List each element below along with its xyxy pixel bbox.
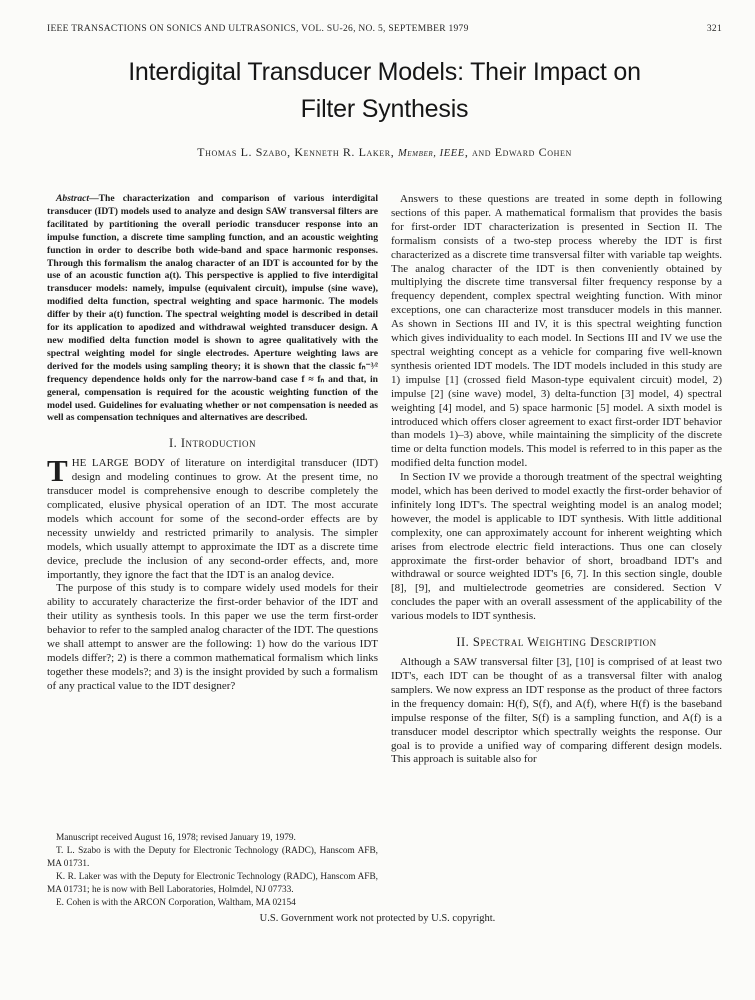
paper-title-line-1: Interdigital Transducer Models: Their Impact on <box>128 58 641 86</box>
intro-paragraph-1 <box>47 453 378 582</box>
two-column-body <box>47 193 722 910</box>
authors-line <box>47 145 722 160</box>
footnote-szabo: T. L. Szabo is with the Deputy for Electronic Technology (RADC), Hanscom AFB, MA 01731. <box>47 846 378 869</box>
running-head <box>47 24 722 34</box>
right-column <box>391 193 722 910</box>
abstract-label: Abstract <box>56 193 90 204</box>
section-heading-introduction: I. Introduction <box>168 436 257 451</box>
footnote-manuscript: Manuscript received August 16, 1978; revised January 19, 1979. <box>56 833 296 843</box>
footnote-cohen: E. Cohen is with the ARCON Corporation, Waltham, MA 02154 <box>56 898 296 908</box>
author-membership: Member, IEEE <box>397 148 465 159</box>
footnote-laker: K. R. Laker was with the Deputy for Electronic Technology (RADC), Hanscom AFB, MA 01731; he is now with Bell Laboratories, Holmdel, NJ 07733. <box>47 872 378 895</box>
abstract-text: The characterization and comparison of various interdigital transducer (IDT) models used to analyze and design SAW transversal filters are facilitated by partitioning the overall periodic transducer response into an impulse function, a discrete time sampling function, and an acoustic weighting function in order to describe both wide-band and space harmonic responses. Through this formalism the analog character of an IDT is accounted for by the use of an acoustic function a(t). This perspective is applied to five interdigital transducer models: namely, impulse (equivalent circuit), impulse (sine wave), modified delta function, spectral weighting and space harmonic. The models differ by their a(t) function. The spectral weighting model is described in detail for its application to apodized and withdrawal weighted transducer design. A new modified delta function model is shown to agree qualitatively with the spectral weighting model for single electrodes. Aperture weighting laws are derived for the models using sampling theory; it is shown that the classic fₙ⁻³⁄² frequency dependence holds only for the narrow-band case f ≈ fₙ and that, in general, compensation is required for the acoustic weighting function of the model used. Guidelines for evaluating whether or not compensation is needed as well as compensation techniques and alternatives are described. <box>47 193 378 424</box>
right-paragraph-2: In Section IV we provide a thorough treatment of the spectral weighting model, which has been derived to model exactly the first-order behavior of infinitely long IDT's. The spectral weighting model is an analog model; however, the model is applicable to IDT synthesis. With little additional complexity, one can approximately account for inherent weighting which arises from electrode electric field interactions. Thus one can closely approximate the first-order behavior of short, broadband IDT's and withdrawal or source weighted IDT's [6, 7]. In this section single, double [8], [9], and multielectrode geometries are considered. Section V concludes the paper with an overall assessment of the applicability of the various models to IDT synthesis. <box>391 471 722 623</box>
paper-title-line-2: Filter Synthesis <box>300 95 469 123</box>
copyright-notice: U.S. Government work not protected by U.S. copyright. <box>259 913 496 924</box>
paper-title <box>47 54 722 128</box>
author-names-after: , and Edward Cohen <box>464 145 572 159</box>
right-paragraph-1: Answers to these questions are treated in some depth in following sections of this paper. A mathematical formalism that provides the basis for first-order IDT characterization is presented in Section II. The formalism consists of a two-step process whereby the IDT is first characterized as a discrete time transversal filter with variable tap weights. The analog character of the IDT is then conveniently obtained by multiplying the discrete time transversal filter frequency response by a frequency dependent, complex spectral weighting function. With minor exceptions, one can characterize most transducer models in this manner. As shown in Sections III and IV, it is this spectral weighting function which gives individuality to each model. In Sections III and IV we use the spectral weighting concept as a vehicle for comparing five well-known synthesis oriented IDT models. The IDT models included in this study are 1) impulse [1] (crossed field Mason-type equivalent circuit) model, 2) impulse [2] (sine wave) model, 3) delta-function [3] model, 4) spectral weighting [4] model, and 5) space harmonic [5] model. A sixth model is introduced which offers closer agreement to exact first-order IDT behavior than models 1)–3) above, while maintaining the simplicity of the discrete time or delta function models. This model is referred to in this paper as the modified delta function model. <box>391 193 722 470</box>
abstract <box>47 193 378 425</box>
journal-header: IEEE TRANSACTIONS ON SONICS AND ULTRASONICS, VOL. SU-26, NO. 5, SEPTEMBER 1979 <box>47 24 469 34</box>
left-column <box>47 193 378 910</box>
right-paragraph-3: Although a SAW transversal filter [3], [10] is comprised of at least two IDT's, each IDT can be thought of as a transversal filter with analog samplers. We now express an IDT response as the product of three factors in the frequency domain: H(f), S(f), and A(f), where H(f) is the baseband impulse response of the filter, S(f) is a sampling function, and A(f) is a transducer model descriptor which spectrally weights the response. Our goal is to provide a unified way of comparing different design models. This approach is suitable also for <box>391 656 722 766</box>
page-number: 321 <box>706 24 722 34</box>
intro-paragraph-1-text: HE LARGE BODY of literature on interdigital transducer (IDT) design and modeling continues to grow. At the present time, no transducer model is comprehensive enough to describe completely the complicated, elusive physical operation of an IDT. The most accurate models which account for some of the second-order effects are by necessity unwieldy and restricted primarily to analysis. The simpler models, which usually attempt to approximate the IDT as a discrete time device, preclude the inclusion of any second-order effects, and, more importantly, they ignore the fact that the IDT is an analog device. <box>47 457 378 581</box>
footnotes <box>47 832 378 910</box>
intro-paragraph-2: The purpose of this study is to compare widely used models for their ability to accurately characterize the first-order behavior of the IDT and their utility as synthesis tools. In this paper we use the term first-order behavior to refer to the sampled analog character of the IDT. The questions we shall attempt to answer are the following: 1) how do the various IDT models differ?; 2) is there a common mathematical formalism which links together these models?; and 3) is the insight provided by such a formalism of any practical value to the IDT designer? <box>47 582 378 692</box>
author-names-before: Thomas L. Szabo, Kenneth R. Laker, <box>197 145 398 159</box>
dropcap-letter: T <box>47 453 68 489</box>
abstract-separator: — <box>89 193 99 204</box>
section-heading-spectral-weighting: II. Spectral Weighting Description <box>456 635 657 650</box>
